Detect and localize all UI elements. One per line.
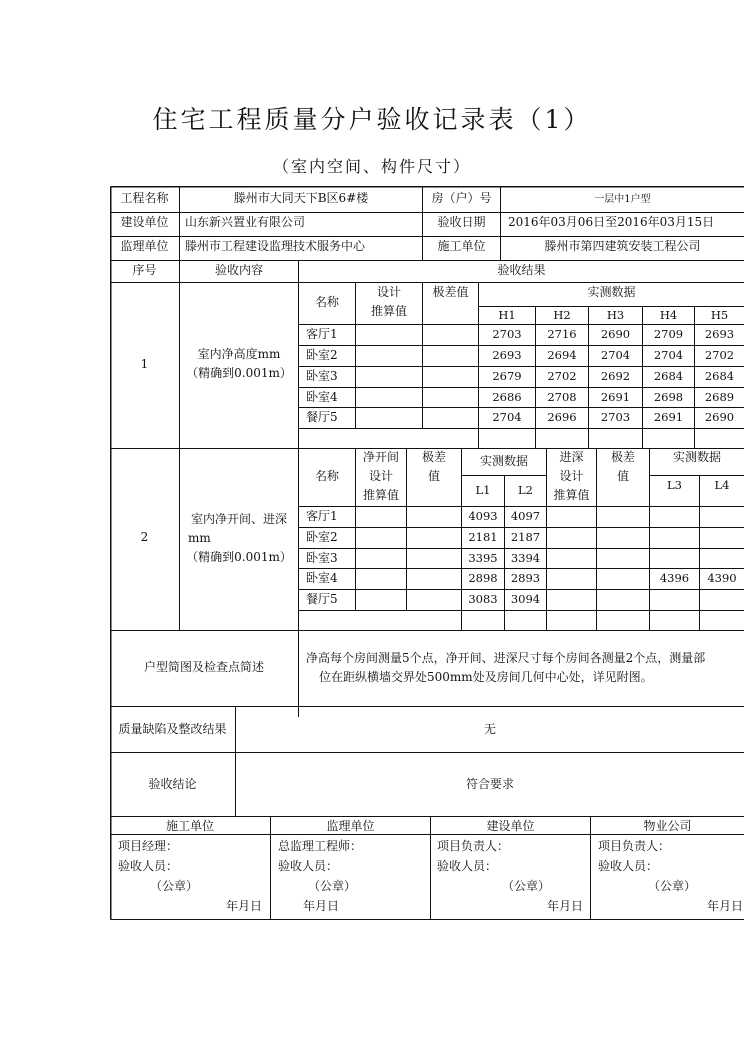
signature-date: 年月日: [546, 899, 583, 913]
width-value: 2893: [510, 571, 541, 585]
depth-design-line3: 推算值: [553, 488, 590, 502]
height-value: 2698: [653, 390, 684, 404]
width-design-line1: 净开间: [362, 450, 399, 464]
sketch-text-line1: 净高每个房间测量5个点，净开间、进深尺寸每个房间各测量2个点，测量部: [306, 651, 706, 665]
point-h4: H4: [659, 308, 678, 322]
height-value: 2704: [492, 410, 522, 424]
height-value: 2691: [600, 390, 631, 404]
supervisor-value: 滕州市工程建设监理技术服务中心: [185, 239, 366, 253]
content-header: 验收内容: [214, 263, 263, 277]
section1-name-header: 名称: [314, 295, 339, 309]
date-label: 验收日期: [437, 215, 486, 229]
point-h1: H1: [498, 308, 516, 322]
row-name: 卧室3: [306, 369, 338, 383]
signature-date: 年月日: [706, 899, 743, 913]
width-value: 2898: [468, 571, 498, 585]
inspection-table: [110, 186, 744, 920]
point-h2: H2: [553, 308, 571, 322]
width-tolerance-line2: 值: [427, 469, 440, 483]
signature-seal: （公章）: [648, 879, 697, 893]
section2-content-line3: （精确到0.001m）: [186, 550, 292, 564]
width-value: 3395: [468, 551, 498, 565]
signature-line2: 验收人员：: [437, 859, 498, 873]
project-name-value: 滕州市大同天下B区6#楼: [233, 191, 369, 205]
signature-seal: （公章）: [308, 879, 357, 893]
height-value: 2708: [547, 390, 577, 404]
height-value: 2686: [492, 390, 522, 404]
point-l2: L2: [518, 483, 533, 497]
section2-content-line2: mm: [188, 531, 211, 545]
row-name: 餐厅5: [306, 592, 338, 606]
section1-content-line2: （精确到0.001m）: [186, 366, 292, 380]
depth-tolerance-line2: 值: [616, 469, 629, 483]
section1-tolerance-header: 极差值: [432, 285, 469, 299]
section1-design-line2: 推算值: [370, 304, 407, 318]
height-value: 2690: [600, 327, 631, 341]
signature-seal: （公章）: [150, 879, 199, 893]
signature-line1: 总监理工程师：: [278, 839, 363, 853]
signature-line2: 验收人员：: [598, 859, 659, 873]
signature-line2: 验收人员：: [278, 859, 339, 873]
builder-label: 建设单位: [120, 215, 169, 229]
height-value: 2702: [547, 369, 577, 383]
width-value: 4097: [510, 509, 541, 523]
height-value: 2693: [704, 327, 735, 341]
width-value: 2181: [468, 530, 498, 544]
height-value: 2696: [547, 410, 577, 424]
width-tolerance-line1: 极差: [421, 450, 446, 464]
width-value: 3083: [468, 592, 498, 606]
signature-line1: 项目经理：: [118, 839, 179, 853]
row-name: 卧室3: [306, 551, 338, 565]
point-l3: L3: [667, 478, 682, 492]
height-value: 2679: [492, 369, 522, 383]
point-h5: H5: [710, 308, 729, 322]
height-value: 2716: [547, 327, 577, 341]
sketch-text-line2: 位在距纵横墙交界处500mm处及房间几何中心处，详见附图。: [319, 670, 653, 684]
contractor-value: 滕州市第四建筑安装工程公司: [544, 239, 701, 253]
contractor-label: 施工单位: [437, 239, 486, 253]
height-value: 2709: [653, 327, 684, 341]
height-value: 2704: [600, 348, 631, 362]
section1-seq: 1: [140, 357, 149, 371]
signature-line2: 验收人员：: [118, 859, 179, 873]
point-l1: L1: [475, 483, 491, 497]
depth-design-line1: 进深: [559, 450, 584, 464]
height-value: 2694: [547, 348, 577, 362]
height-value: 2684: [653, 369, 684, 383]
height-value: 2691: [653, 410, 684, 424]
supervisor-label: 监理单位: [120, 239, 169, 253]
width-design-line3: 推算值: [362, 488, 399, 502]
row-name: 卧室2: [306, 530, 338, 544]
signature-org: 施工单位: [165, 819, 214, 833]
section2-name-header: 名称: [314, 469, 339, 483]
depth-design-line2: 设计: [559, 469, 584, 483]
point-l4: L4: [714, 478, 730, 492]
height-value: 2704: [653, 348, 684, 362]
unit-value: 一层中1户型: [594, 194, 651, 205]
row-name: 卧室4: [306, 571, 338, 585]
width-value: 3094: [510, 592, 541, 606]
row-name: 卧室4: [306, 390, 338, 404]
date-value: 2016年03月06日至2016年03月15日: [508, 215, 715, 229]
section1-design-line1: 设计: [376, 285, 401, 299]
section2-content-line1: 室内净开间、进深: [190, 512, 287, 526]
project-name-label: 工程名称: [120, 191, 169, 205]
conclusion-value: 符合要求: [465, 777, 514, 791]
builder-value: 山东新兴置业有限公司: [185, 215, 306, 229]
seq-header: 序号: [132, 263, 157, 277]
depth-tolerance-line1: 极差: [610, 450, 635, 464]
point-h3: H3: [606, 308, 625, 322]
signature-seal: （公章）: [502, 879, 551, 893]
page-title: 住宅工程质量分户验收记录表（1）: [152, 105, 592, 134]
signature-date: 年月日: [303, 899, 340, 913]
signature-date: 年月日: [225, 899, 262, 913]
signature-org: 建设单位: [486, 819, 535, 833]
conclusion-label: 验收结论: [148, 777, 197, 791]
depth-measured-header: 实测数据: [672, 450, 721, 464]
unit-label: 房（户）号: [431, 191, 492, 205]
defects-label: 质量缺陷及整改结果: [118, 722, 227, 736]
signature-line1: 项目负责人：: [437, 839, 510, 853]
width-value: 4093: [468, 509, 498, 523]
row-name: 客厅1: [306, 327, 338, 341]
height-value: 2702: [704, 348, 735, 362]
signature-line1: 项目负责人：: [598, 839, 671, 853]
section1-measured-header: 实测数据: [587, 285, 636, 299]
width-value: 2187: [510, 530, 541, 544]
height-value: 2703: [492, 327, 522, 341]
signature-org: 监理单位: [326, 819, 375, 833]
height-value: 2684: [704, 369, 735, 383]
signature-org: 物业公司: [643, 819, 692, 833]
height-value: 2690: [704, 410, 735, 424]
row-name: 卧室2: [306, 348, 338, 362]
section2-seq: 2: [140, 530, 149, 544]
width-measured-header: 实测数据: [479, 454, 528, 468]
sketch-label: 户型简图及检查点简述: [143, 660, 264, 674]
height-value: 2693: [492, 348, 522, 362]
height-value: 2703: [600, 410, 631, 424]
width-design-line2: 设计: [368, 469, 393, 483]
defects-value: 无: [483, 722, 496, 736]
result-header: 验收结果: [497, 263, 546, 277]
row-name: 餐厅5: [306, 410, 338, 424]
page-subtitle: （室内空间、构件尺寸）: [272, 157, 471, 176]
row-name: 客厅1: [306, 509, 338, 523]
height-value: 2692: [600, 369, 631, 383]
depth-value: 4390: [707, 571, 737, 585]
depth-value: 4396: [659, 571, 690, 585]
height-value: 2689: [704, 390, 735, 404]
width-value: 3394: [510, 551, 541, 565]
section1-content-line1: 室内净高度mm: [197, 347, 281, 361]
